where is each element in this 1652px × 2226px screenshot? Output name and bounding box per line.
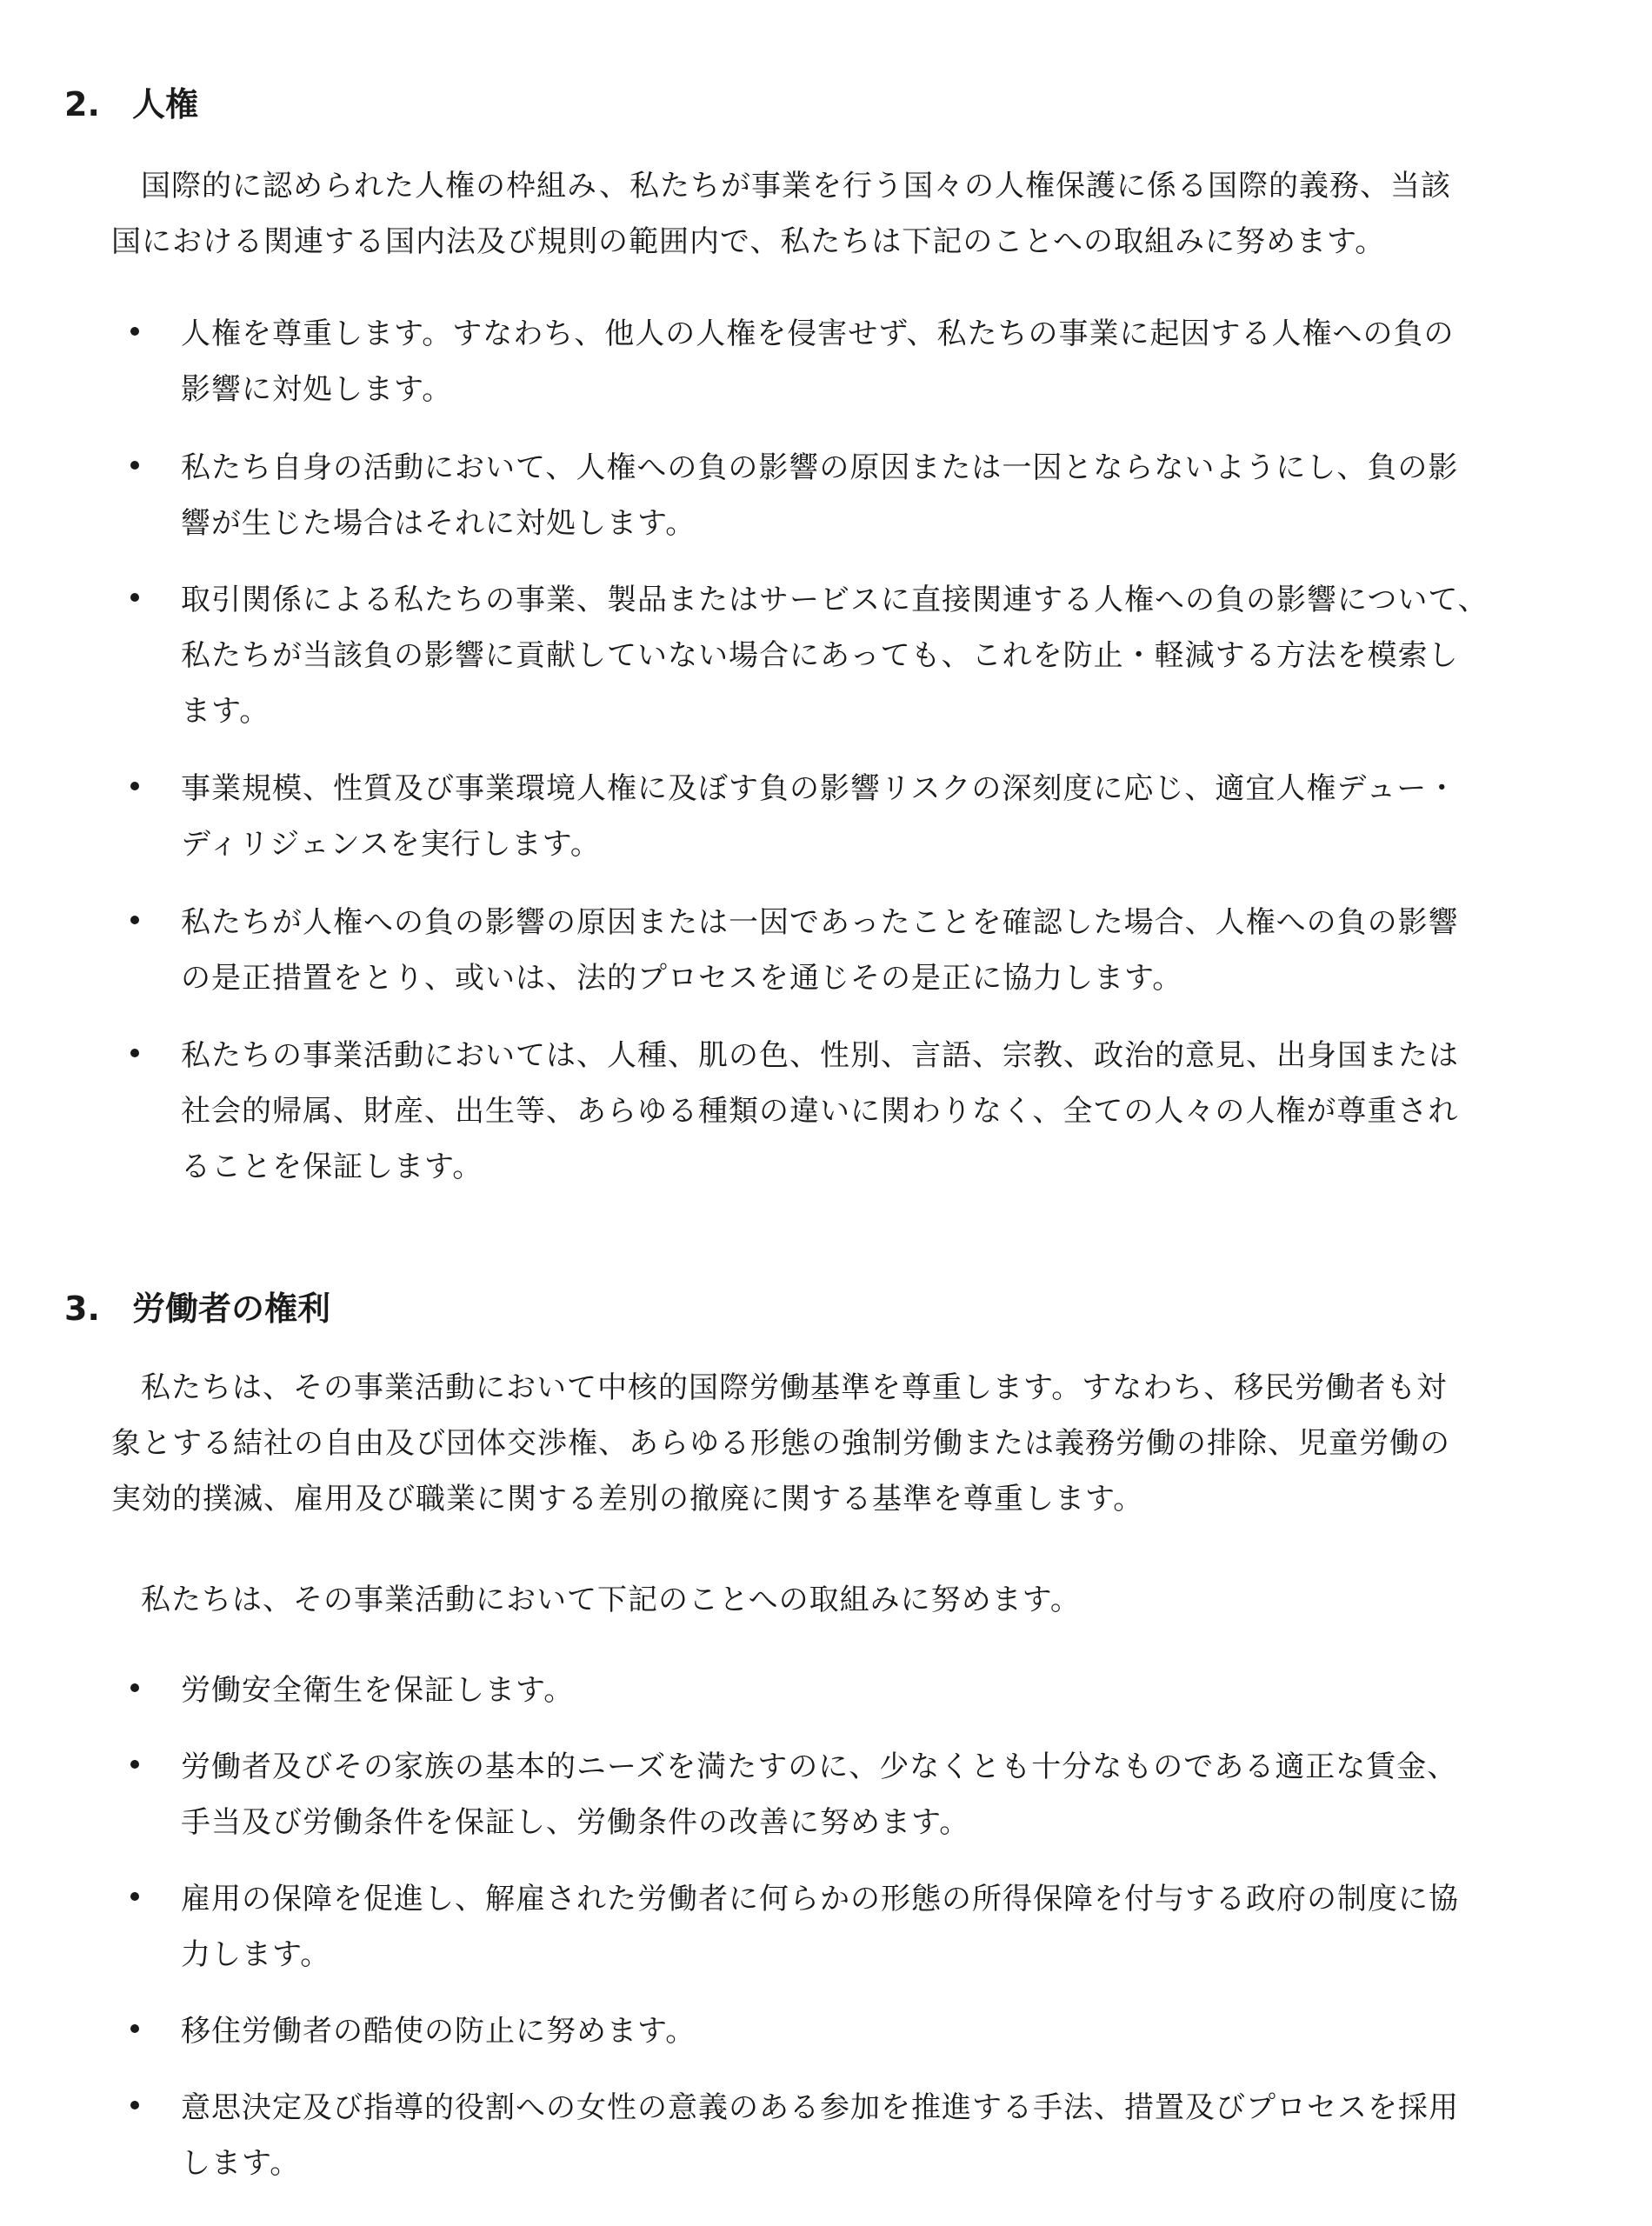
bullet-line: の是正措置をとり、或いは、法的プロセスを通じその是正に協力します。 [181, 961, 1183, 996]
bullet-dot [130, 461, 139, 470]
bullet-line: 移住労働者の酷使の防止に努めます。 [181, 2014, 696, 2049]
section-2-intro-line2: 国における関連する国内法及び規則の範囲内で、私たちは下記のことへの取組みに努めます。 [111, 224, 1386, 259]
section-3-number: 3. [64, 1290, 100, 1328]
section-2-intro-line1: 国際的に認められた人権の枠組み、私たちが事業を行う国々の人権保護に係る国際的義務、当該 [141, 169, 1452, 203]
bullet-dot [130, 1760, 139, 1769]
bullet-line: 労働安全衛生を保証します。 [181, 1673, 575, 1708]
bullet-line: 取引関係による私たちの事業、製品またはサービスに直接関連する人権への負の影響について、 [181, 583, 1489, 617]
bullet-dot [130, 2024, 139, 2033]
bullet-line: 私たち自身の活動において、人権への負の影響の原因または一因とならないようにし、負の影 [181, 450, 1459, 485]
bullet-dot [130, 1683, 139, 1692]
bullet-dot [130, 1892, 139, 1901]
bullet-dot [130, 593, 139, 602]
bullet-dot [130, 916, 139, 924]
bullet-line: 私たちが人権への負の影響の原因または一因であったことを確認した場合、人権への負の影響 [181, 905, 1459, 940]
bullet-line: 人権を尊重します。すなわち、他人の人権を侵害せず、私たちの事業に起因する人権への負の [181, 317, 1455, 351]
section-3-heading [64, 1287, 330, 1330]
bullet-line: 力します。 [181, 1937, 331, 1972]
bullet-line: 私たちの事業活動においては、人種、肌の色、性別、言語、宗教、政治的意見、出身国または [181, 1038, 1459, 1073]
bullet-dot [130, 327, 139, 336]
bullet-dot [130, 2101, 139, 2109]
bullet-line: 事業規模、性質及び事業環境人権に及ぼす負の影響リスクの深刻度に応じ、適宜人権デュー・ [181, 771, 1458, 806]
bullet-line: します。 [181, 2146, 301, 2181]
bullet-line: ディリジェンスを実行します。 [181, 827, 601, 862]
section-3-intro-line3: 実効的撲滅、雇用及び職業に関する差別の撤廃に関する基準を尊重します。 [111, 1482, 1144, 1516]
section-3-title: 労働者の権利 [132, 1290, 331, 1328]
bullet-line: ます。 [181, 694, 270, 729]
bullet-line: 労働者及びその家族の基本的ニーズを満たすのに、少なくとも十分なものである適正な賃金、 [181, 1749, 1458, 1784]
section-3-intro-line2: 象とする結社の自由及び団体交渉権、あらゆる形態の強制労働または義務労働の排除、児童労働の [111, 1426, 1450, 1461]
bullet-dot [130, 782, 139, 790]
bullet-dot [130, 1049, 139, 1057]
section-2-number: 2. [64, 85, 100, 123]
bullet-line: 手当及び労働条件を保証し、労働条件の改善に努めます。 [181, 1805, 970, 1840]
section-3-intro-2 [111, 1572, 1589, 1628]
section-3-intro-2-line: 私たちは、その事業活動において下記のことへの取組みに努めます。 [141, 1583, 1081, 1617]
bullet-line: ることを保証します。 [181, 1150, 483, 1184]
section-2-heading [64, 83, 198, 126]
section-3-intro [111, 1360, 1589, 1527]
bullet-line: 雇用の保障を促進し、解雇された労働者に何らかの形態の所得保障を付与する政府の制度に協 [181, 1882, 1459, 1916]
bullet-line: 社会的帰属、財産、出生等、あらゆる種類の違いに関わりなく、全ての人々の人権が尊重され [181, 1094, 1459, 1129]
bullet-line: 私たちが当該負の影響に貢献していない場合にあっても、これを防止・軽減する方法を模索し [181, 638, 1459, 673]
section-3-intro-line1: 私たちは、その事業活動において中核的国際労働基準を尊重します。すなわち、移民労働者も対 [141, 1370, 1448, 1405]
section-2-intro [111, 158, 1589, 270]
section-2-title: 人権 [132, 85, 199, 123]
bullet-line: 影響に対処します。 [181, 372, 453, 407]
bullet-line: 響が生じた場合はそれに対処します。 [181, 506, 696, 541]
bullet-line: 意思決定及び指導的役割への女性の意義のある参加を推進する手法、措置及びプロセスを採用 [181, 2090, 1459, 2125]
